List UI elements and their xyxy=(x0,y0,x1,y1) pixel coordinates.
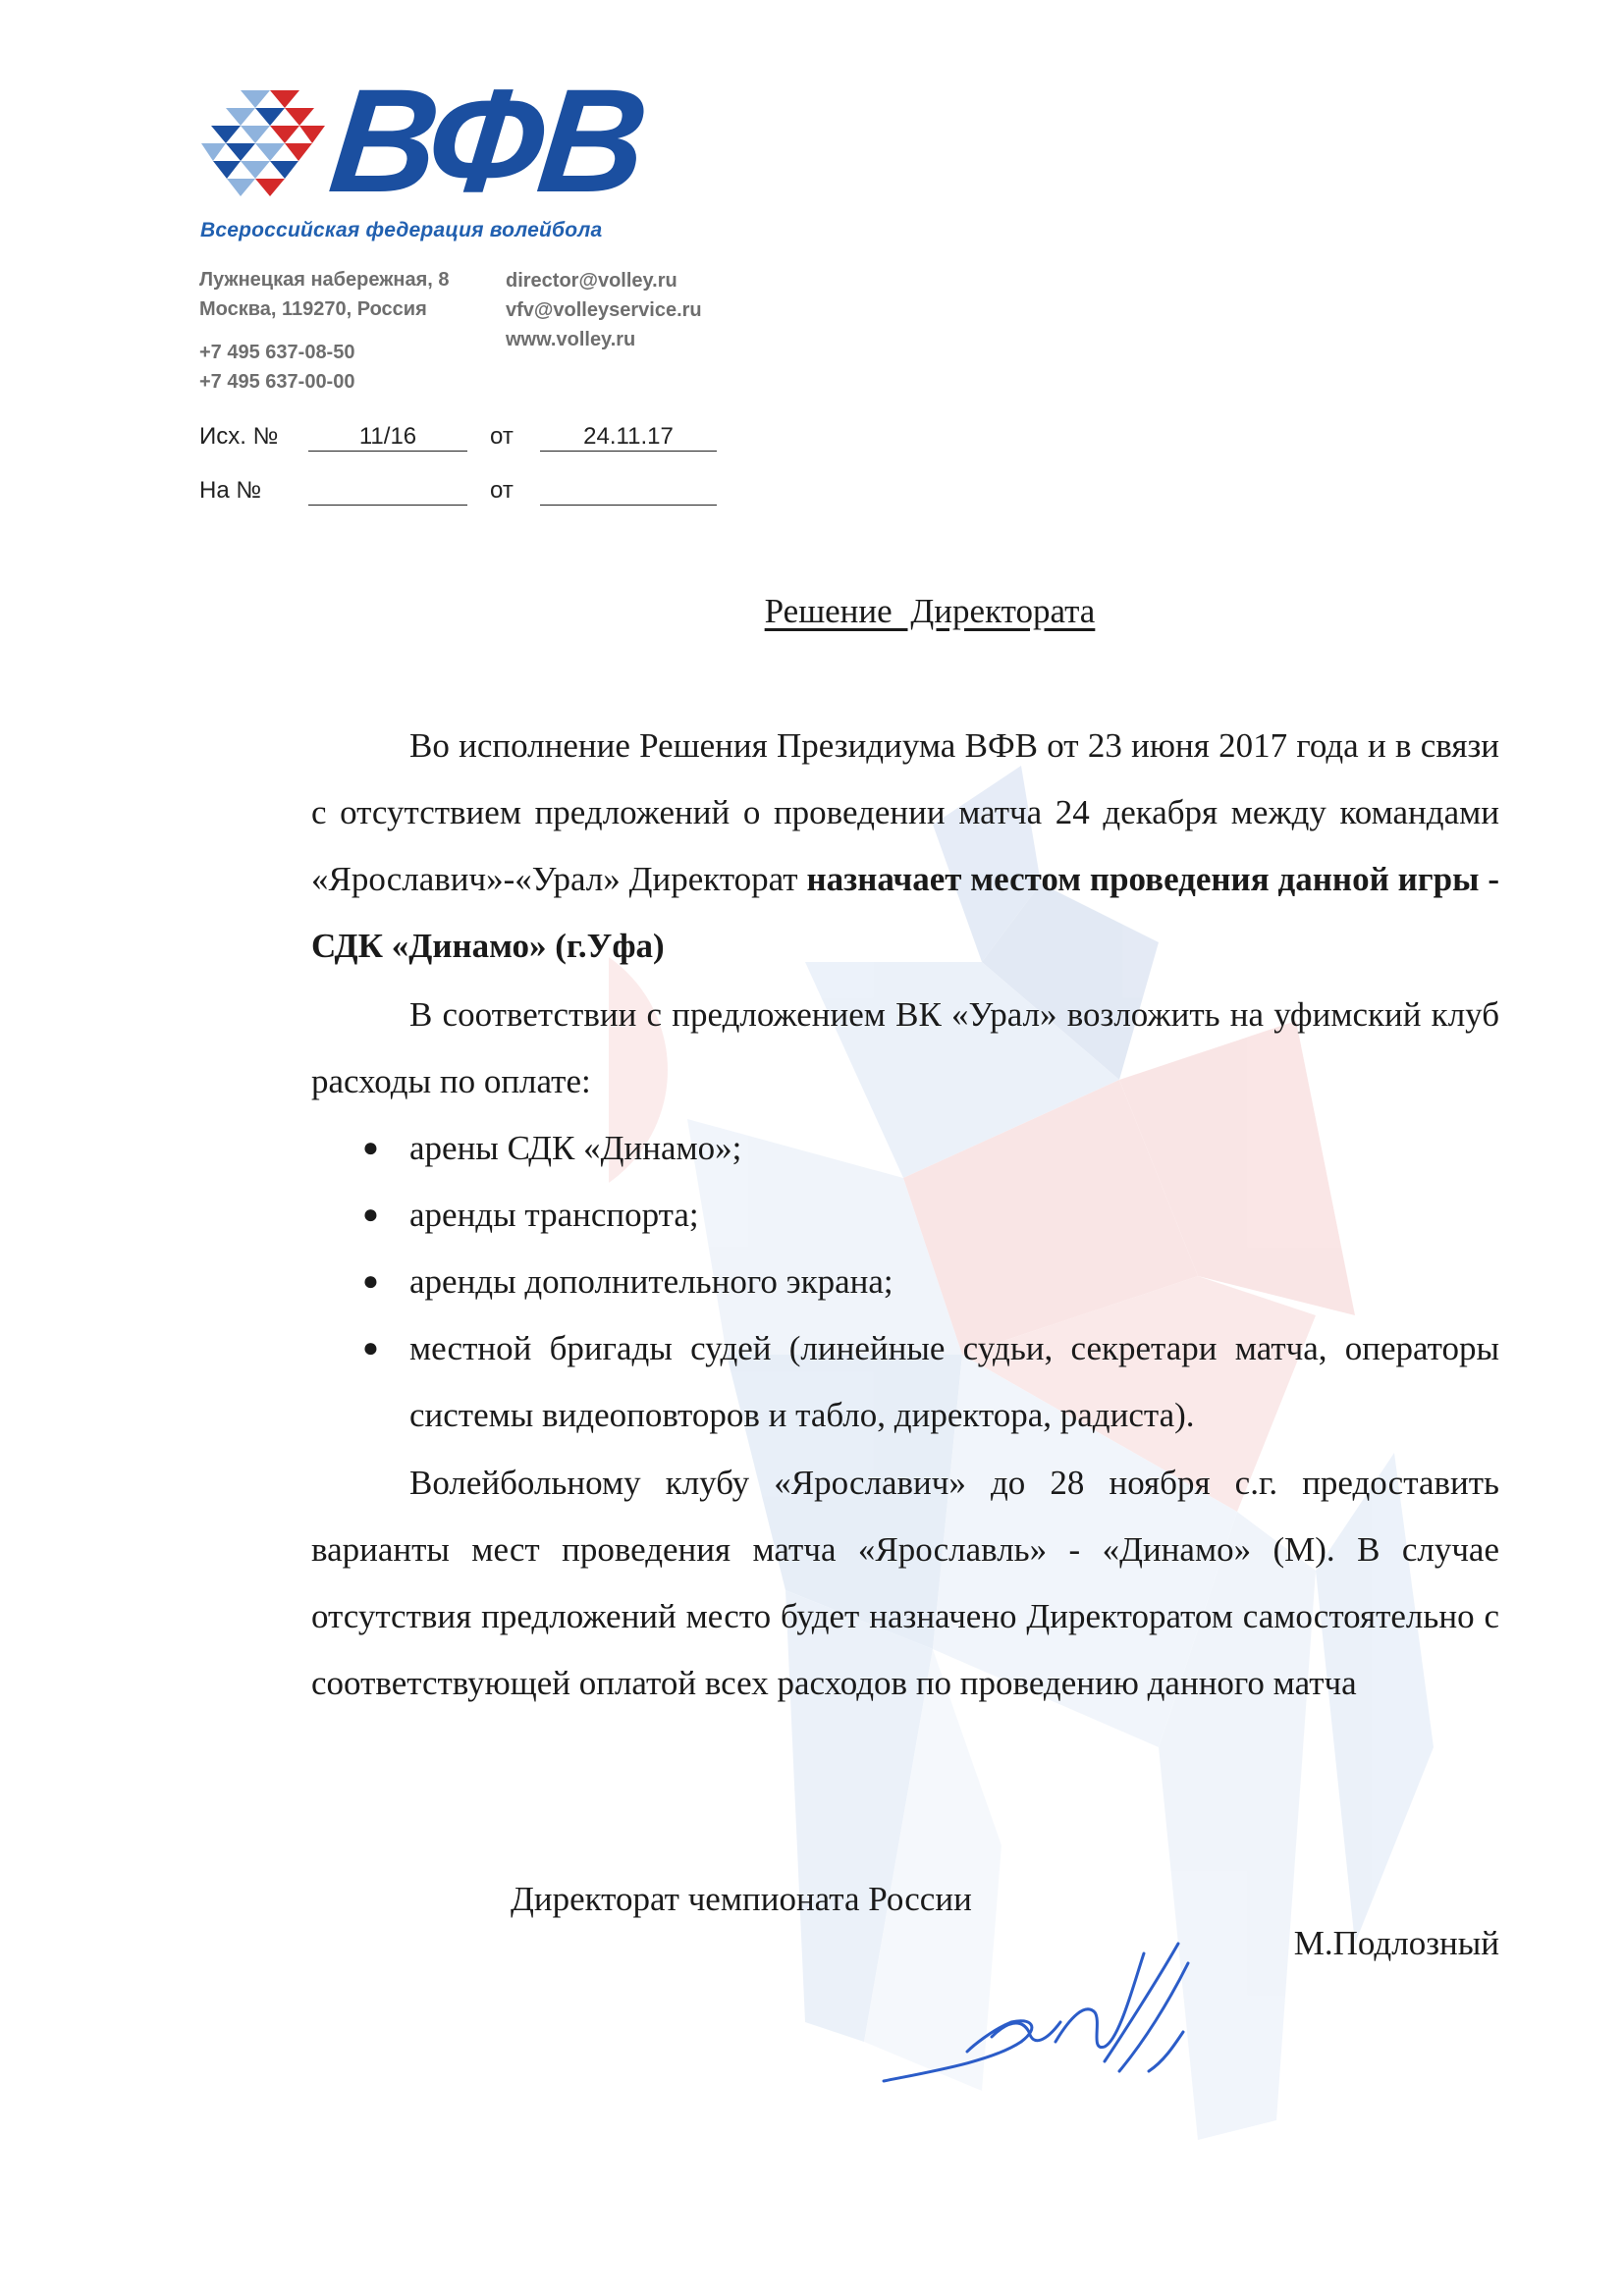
outgoing-date-label: от xyxy=(490,423,514,450)
list-item xyxy=(311,1315,1499,1449)
vfv-logo-mark xyxy=(201,90,325,198)
paragraph-text: Волейбольному клубу «Ярославич» до 28 ноября с.г. предоставить варианты мест проведения матча «Ярославль» - «Динамо» (М). В случае отсутствия предложений место будет назначено Директоратом самостоятельно с соответствующей оплатой всех расходов по проведению данного матча xyxy=(311,1464,1499,1702)
list-item xyxy=(311,1182,1499,1249)
website-link[interactable]: www.volley.ru xyxy=(506,329,636,350)
phone-number: +7 495 637-00-00 xyxy=(199,371,355,393)
bullet-icon: ● xyxy=(362,1266,379,1297)
paragraph-yaroslavich xyxy=(311,1450,1499,1717)
list-item-text: местной бригады судей (линейные судьи, секретари матча, операторы системы видеоповторов и табло, директора, радиста). xyxy=(409,1329,1499,1434)
outgoing-number-label: Исх. № xyxy=(199,423,279,450)
email-link[interactable]: vfv@volleyservice.ru xyxy=(506,299,702,321)
paragraph-expenses xyxy=(311,982,1499,1115)
incoming-date-label: от xyxy=(490,477,514,504)
address-line: Москва, 119270, Россия xyxy=(199,298,427,320)
incoming-number xyxy=(308,477,467,506)
bullet-icon: ● xyxy=(362,1133,379,1163)
paragraph-text: В соответствии с предложением ВК «Урал» возложить на уфимский клуб расходы по оплате: xyxy=(311,995,1499,1100)
document-title xyxy=(0,592,1624,631)
signatory-organization: Директорат чемпионата России xyxy=(511,1880,972,1918)
incoming-date xyxy=(540,477,717,506)
web-contacts-block xyxy=(506,266,702,354)
bullet-icon: ● xyxy=(362,1200,379,1230)
email-link[interactable]: director@volley.ru xyxy=(506,270,677,292)
list-item xyxy=(311,1115,1499,1182)
vfv-logo-text: ВФВ xyxy=(323,58,651,223)
expenses-list xyxy=(311,1115,1499,1449)
paragraph-text: Во исполнение Решения Президиума ВФВ от 23 июня 2017 года и в связи с отсутствием предложений о проведении матча 24 декабря между командами «Ярославич»-«Урал» Директорат xyxy=(311,726,1499,898)
incoming-number-label: На № xyxy=(199,477,262,504)
document-title-text: Решение Директората xyxy=(764,592,1096,630)
paragraph-decision xyxy=(311,713,1499,980)
handwritten-signature xyxy=(874,1924,1247,2101)
paragraph-bold-text: назначает местом проведения данной игры - СДК «Динамо» (г.Уфа) xyxy=(311,860,1499,965)
bullet-icon: ● xyxy=(362,1333,379,1363)
logo-subtitle: Всероссийская федерация волейбола xyxy=(200,219,603,241)
phones-block xyxy=(199,338,354,397)
address-line: Лужнецкая набережная, 8 xyxy=(199,269,450,291)
list-item xyxy=(311,1249,1499,1315)
list-item-text: аренды транспорта; xyxy=(409,1196,699,1234)
phone-number: +7 495 637-08-50 xyxy=(199,342,355,363)
signatory-name: М.Подлозный xyxy=(1293,1924,1499,1962)
outgoing-number: 11/16 xyxy=(308,423,467,452)
list-item-text: аренды дополнительного экрана; xyxy=(409,1262,893,1301)
address-block xyxy=(199,265,449,324)
list-item-text: арены СДК «Динамо»; xyxy=(409,1129,742,1167)
outgoing-date: 24.11.17 xyxy=(540,423,717,452)
